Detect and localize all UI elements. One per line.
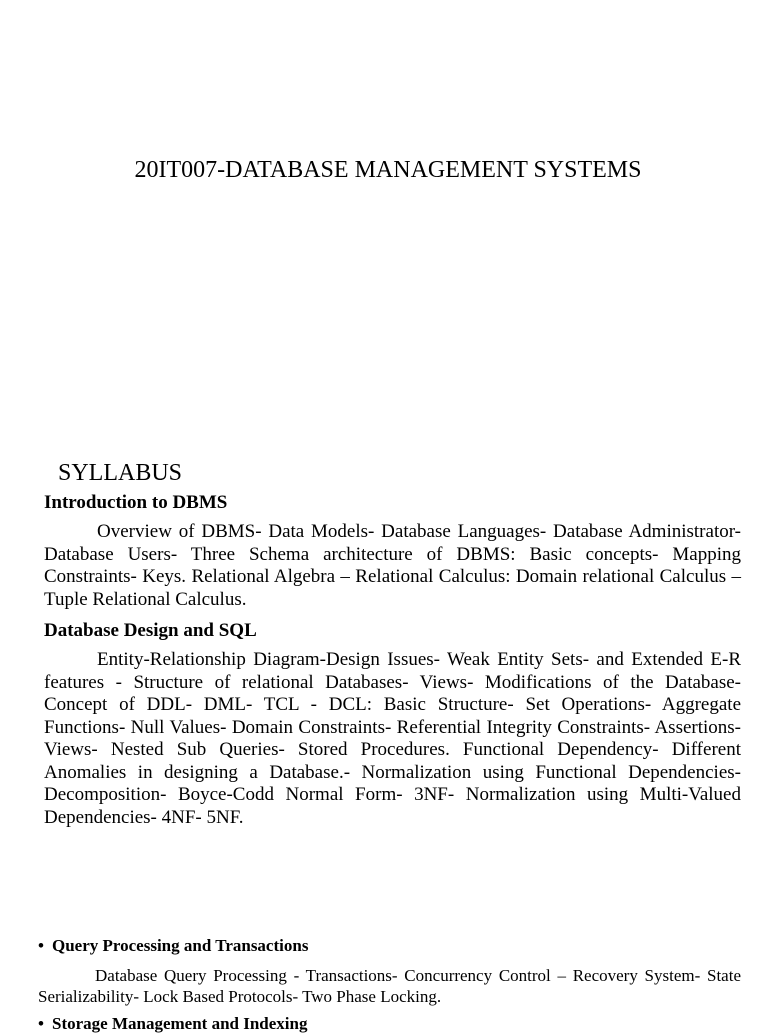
syllabus-heading: SYLLABUS (58, 460, 183, 486)
section-database-design-and-sql (44, 619, 741, 829)
bullet-body: Database Query Processing - Transactions- Concurrency Control – Recovery System- State Serializability- Lock Based Protocols- Two Phase Locking. (38, 966, 741, 1006)
section-heading: Introduction to DBMS (44, 492, 228, 513)
section-heading: Database Design and SQL (44, 620, 257, 641)
document-title: 20IT007-DATABASE MANAGEMENT SYSTEMS (134, 157, 642, 183)
section-body: Entity-Relationship Diagram-Design Issues- Weak Entity Sets- and Extended E-R features - Structure of relational Databases- Views- Modifications of the Database- Concept of DDL- DML- TCL - DCL: Basic Structure- Set Operations- Aggregate Functions- Null Values- Domain Constraints- Referential Integrity Constraints- Assertions- Views- Nested Sub Queries- Stored Procedures. Functional Dependency- Different Anomalies in designing a Database.- Normalization using Functional Dependencies- Decomposition- Boyce-Codd Normal Form- 3NF- Normalization using Multi-Valued Dependencies- 4NF- 5NF. (44, 649, 741, 828)
bullet-marker: • (38, 936, 44, 955)
bullet-heading (38, 935, 741, 957)
section-storage-management-and-indexing (38, 1013, 741, 1035)
section-query-processing-and-transactions (38, 935, 741, 1007)
section-body: Overview of DBMS- Data Models- Database Languages- Database Administrator- Database Users- Three Schema architecture of DBMS: Basic concepts- Mapping Constraints- Keys. Relational Algebra – Relational Calculus: Domain relational Calculus –Tuple Relational Calculus. (44, 521, 741, 610)
bullet-heading-text: Storage Management and Indexing (52, 1014, 308, 1033)
bullet-heading (38, 1013, 741, 1035)
bullet-heading-text: Query Processing and Transactions (52, 936, 309, 955)
section-introduction-to-dbms (44, 491, 741, 611)
bullet-marker: • (38, 1014, 44, 1033)
